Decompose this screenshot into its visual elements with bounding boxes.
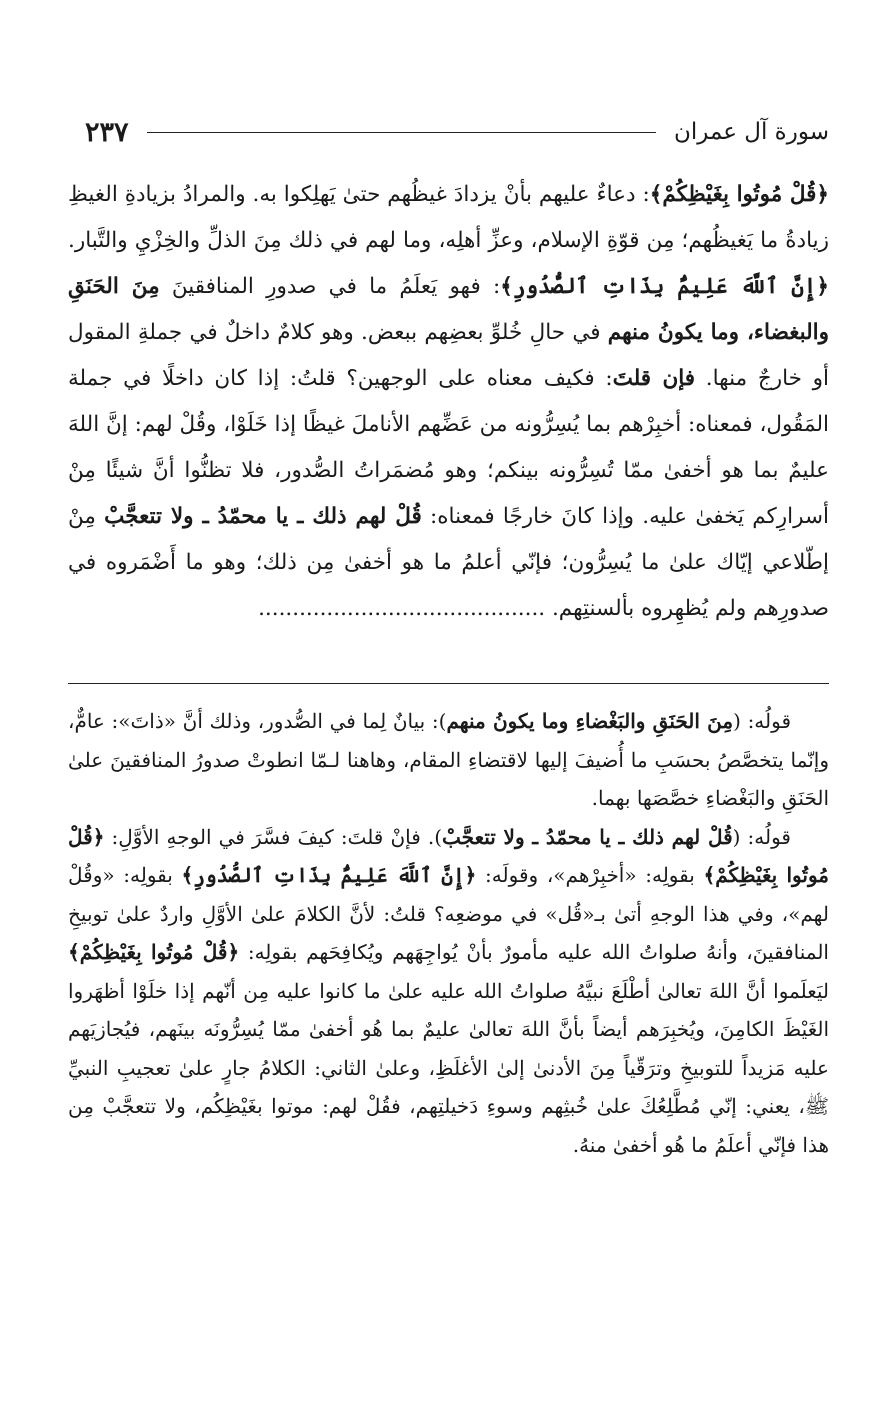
quran-quote: ﴿إِنَّ ٱللَّهَ عَلِيمٌۢ بِذَاتِ ٱلصُّدُورِ﴾ [181, 863, 477, 887]
quran-quote: ﴿إِنَّ ٱللَّهَ عَلِيمٌۢ بِذَاتِ ٱلصُّدُورِ﴾ [500, 274, 829, 299]
text-run: قولُه: ( [732, 824, 791, 849]
text-run: : فهو يَعلَمُ ما في صدورِ المنافقينَ [159, 274, 501, 299]
ellipsis-dots: .......................................... [258, 596, 552, 621]
footnote-paragraph [68, 702, 829, 818]
text-run: : فكيف معناه على الوجهين؟ قلتُ: إذا كان داخلًا في جملة المَقُول، فمعناه: أخبِرْهم بما يُسِرُّونه من عَضِّهم الأناملَ غيظًا إذا خَلَوْا، وقُلْ لهم: إنَّ اللهَ عليمٌ بما هو أخفىٰ ممّا تُسِرُّونه بينكم؛ وهو مُضمَراتُ الصُّدور، فلا تظنُّوا أنَّ شيئًا مِنْ أسرارِكم يَخفىٰ عليه. وإذا كانَ خارجًا فمعناه: [68, 366, 830, 529]
text-run: قولُه: ( [733, 709, 792, 733]
commentary-emphasis: قُلْ لهم ذلك ـ يا محمّدُ ـ ولا تتعجَّبْ [104, 504, 422, 529]
footnote-separator [68, 683, 829, 684]
quoted-phrase: مِنَ الحَنَقِ والبَغْضاءِ وما يكونُ منهم [446, 709, 734, 733]
main-text [68, 172, 829, 632]
text-run: : دعاءٌ عليهم بأنْ يزدادَ غيظُهم حتىٰ يَهلِكوا به. والمرادُ بزيادةِ الغيظِ زيادةُ ما يَغيظُهم؛ مِن قوّةِ الإسلام، وعزِّ أهلِه، وما لهم في ذلك مِنَ الذلِّ والخِزْيِ والتَّبار. [68, 182, 829, 253]
footnotes [68, 702, 829, 1164]
text-run: مِنْ إطّلاعي إيّاك علىٰ ما يُسِرُّون؛ فإنّي أعلمُ ما هو أخفىٰ مِن ذلك؛ وهو ما أَضْمَروه في صدورِهم ولم يُظهِروه بألسنتِهم. [68, 504, 829, 621]
commentary-emphasis: فإن قلتَ [612, 366, 696, 391]
text-run: بقولِه: «أخبِرْهم»، وقولَه: [476, 863, 704, 887]
quran-quote: ﴿قُلْ مُوتُوا بِغَيْظِكُمْ﴾ [649, 182, 829, 207]
header-rule [147, 132, 656, 133]
text-run: بقولِه: «وقُلْ لهم»، وفي هذا الوجهِ أتىٰ بـ«قُل» في موضعِه؟ قلتُ: لأنَّ الكلامَ علىٰ الأوَّلِ واردٌ علىٰ توبيخِ المنافقينَ، وأنهُ صلواتُ الله عليه مأمورٌ بأنْ يُواجِهَهم ويُكافِحَهم بقولِه: [68, 863, 829, 964]
footnote-paragraph [68, 818, 829, 1165]
quran-quote: ﴿قُلْ مُوتُوا بِغَيْظِكُمْ﴾ [68, 940, 240, 964]
text-run: ). فإنْ قلتَ: كيفَ فسَّرَ في الوجهِ الأوَّلِ: [104, 824, 443, 849]
page-number: ٢٣٧ [85, 116, 129, 148]
text-run: في حالِ خُلوِّ بعضِهم ببعض. وهو كلامٌ داخلٌ في جملةِ المقول أو خارجٌ منها. [68, 320, 829, 391]
quran-quote: ﴿قُلْ مُوتُوا بِغَيْظِكُمْ﴾ [68, 824, 829, 887]
surah-title: سورة آل عمران [673, 119, 829, 145]
text-run: ليَعلَموا أنَّ اللهَ تعالىٰ أطْلَعَ نبيَّهُ صلواتُ الله عليه علىٰ ما كانوا عليه مِن أنّهم إذا خلَوْا أظهَروا الغَيْظَ الكامِنَ، ويُخبِرَهم أيضاً بأنَّ اللهَ تعالىٰ عليمٌ بما هُو أخفىٰ ممّا يُسِرُّونَه بينَهم، فيُجازيَهم عليه مَزيداً للتوبيخِ وترَقّياً مِنَ الأدنىٰ إلىٰ الأغلَظِ، وعلىٰ الثاني: الكلامُ جارٍ علىٰ تعجيبِ النبيِّ ﷺ، يعني: إنّي مُطَّلِعُكَ علىٰ خُبثِهم وسوءِ دَخيلتِهم، فقُلْ لهم: موتوا بغَيْظِكُم، ولا تتعجَّبْ مِن هذا فإنّي أعلَمُ ما هُو أخفىٰ منهُ. [68, 978, 829, 1157]
text-run: ): بيانٌ لِما في الصُّدور، وذلك أنَّ «ذاتَ»: عامٌّ، وإنّما يتخصَّصُ بحسَبِ ما أُضيفَ إليها لاقتضاءِ المقام، وهاهنا لـمّا انطوتْ صدورُ المنافقينَ علىٰ الحَنَقِ والبَغْضاءِ خصَّصَها بهما. [68, 709, 829, 810]
page-header [85, 112, 829, 152]
commentary-emphasis: مِنَ الحَنَقِ والبغضاء، وما يكونُ منهم [68, 274, 829, 345]
main-paragraph [68, 172, 829, 632]
quoted-phrase: قُلْ لهم ذلك ـ يا محمّدُ ـ ولا تتعجَّبْ [442, 824, 733, 849]
